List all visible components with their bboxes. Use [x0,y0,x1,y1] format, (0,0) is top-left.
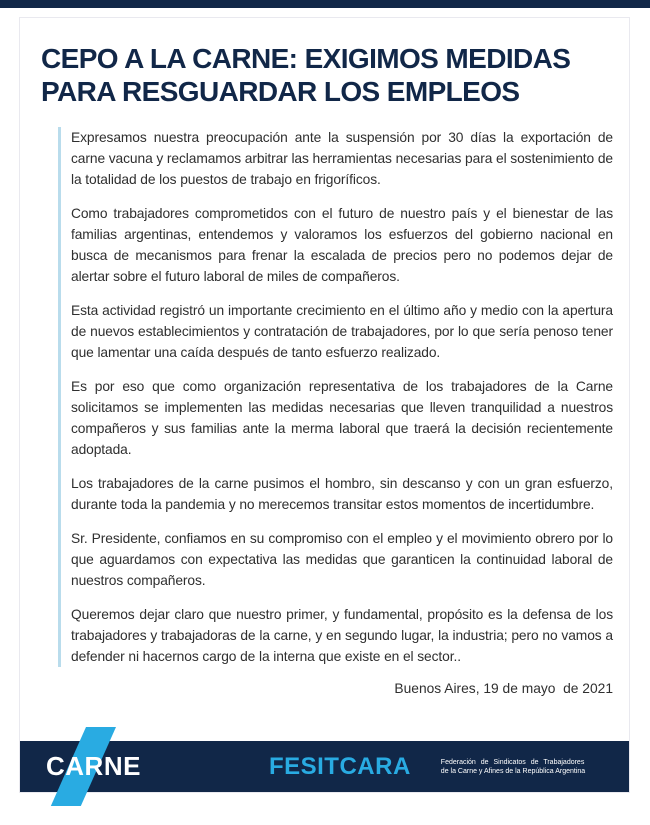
footer-bar [20,741,629,792]
statement-paragraph: Los trabajadores de la carne pusimos el hombro, sin descanso y con un gran esfuerzo, durante toda la pandemia y no merecemos transitar estos momentos de incertidumbre. [71,476,613,512]
fesitcara-wordmark: FESITCARA [268,752,411,780]
title-line-2: PARA RESGUARDAR LOS EMPLEOS [41,76,520,107]
statement-paragraph: Como trabajadores comprometidos con el futuro de nuestro país y el bienestar de las familias argentinas, entendemos y valoramos los esfuerzos del gobierno nacional en busca de mecanismos para frenar la escalada de precios pero no podemos dejar de alertar sobre el futuro laboral de miles de compañeros. [71,206,613,284]
page-title [41,42,611,108]
statement-paragraph: Queremos dejar claro que nuestro primer, y fundamental, propósito es la defensa de los trabajadores y trabajadoras de la carne, y en segundo lugar, la industria; pero no vamos a defender ni hacernos cargo de la interna que existe en el sector.. [71,607,613,664]
statement-paragraph: Esta actividad registró un importante crecimiento en el último año y medio con la apertura de nuevos establecimientos y contratación de trabajadores, por lo que sería penoso tener que lamentar una caída después de tanto esfuerzo realizado. [71,303,613,360]
statement-paragraph: Expresamos nuestra preocupación ante la suspensión por 30 días la exportación de carne vacuna y reclamamos arbitrar las herramientas necesarias para el sostenimiento de la totalidad de los puestos de trabajo en frigoríficos. [71,130,613,187]
federation-name-line-1: Federación de Sindicatos de Trabajadores [440,758,585,766]
federation-name-line-2: de la Carne y Afines de la República Argentina [440,767,586,775]
page-card [19,17,630,793]
carne-logo: CARNE [46,751,141,781]
statement-paragraph: Es por eso que como organización representativa de los trabajadores de la Carne solicitamos se implementen las medidas necesarias que lleven tranquilidad a nuestros compañeros y sus familias ante la merma laboral que traerá la decisión recientemente adoptada. [71,379,613,457]
federation-full-name [441,758,591,776]
title-line-1: CEPO A LA CARNE: EXIGIMOS MEDIDAS [41,43,571,74]
dateline: Buenos Aires, 19 de mayo de 2021 [394,681,613,696]
top-navy-strip [0,0,650,8]
statement-paragraph: Sr. Presidente, confiamos en su compromiso con el empleo y el movimiento obrero por lo que aguardamos con expectativa las medidas que garanticen la continuidad laboral de nuestros compañeros. [71,531,613,588]
statement-body [58,127,613,667]
